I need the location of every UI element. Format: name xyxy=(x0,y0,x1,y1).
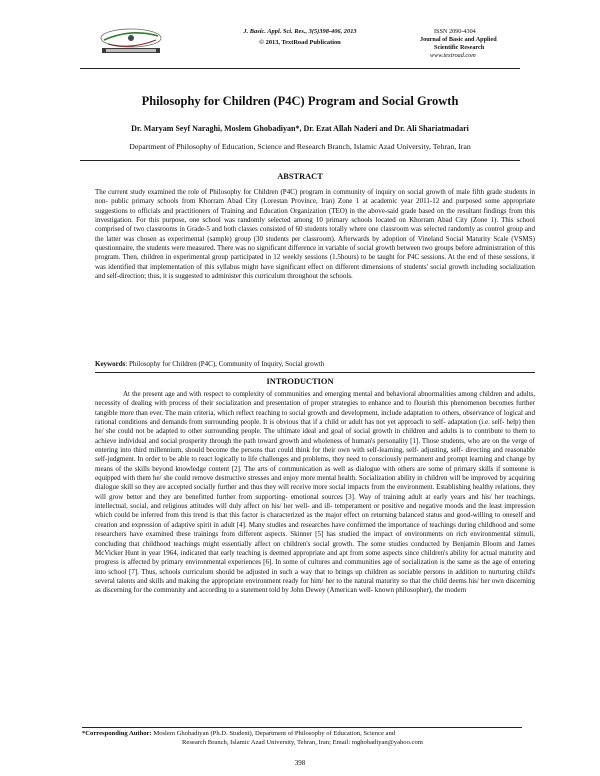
keywords-text: : Philosophy for Children (P4C), Community of Inquiry, Social growth xyxy=(125,360,325,368)
keywords-label: Keywords xyxy=(95,360,126,368)
journal-header-center xyxy=(205,26,395,48)
corresponding-author-footnote xyxy=(82,730,542,748)
journal-name-line1: Journal of Basic and Applied xyxy=(420,36,497,43)
journal-header-right xyxy=(420,28,530,60)
footnote-line2: Research Branch, Islamic Azad University, Tehran, Iran; Email: mghobadiyan@yahoo.com xyxy=(182,738,423,746)
author-list: Dr. Maryam Seyf Naraghi, Moslem Ghobadiyan*, Dr. Ezat Allah Naderi and Dr. Ali Shariatmadari xyxy=(131,124,469,133)
journal-website: www.textroad.com xyxy=(430,52,476,59)
keywords xyxy=(95,360,535,368)
paper-title: Philosophy for Children (P4C) Program and Social Growth xyxy=(141,94,459,108)
footnote-label: *Corresponding Author: xyxy=(82,730,152,737)
abstract-heading: ABSTRACT xyxy=(277,172,323,181)
introduction-paragraph: At the present age and with respect to complexity of communities and emerging mental and behavioral abnormalities among children and adults, necessity of dealing with process of their socialization and presentation of proper strategies to enhance and to flourish this phenomenon becomes further tangible more than ever. The main criteria, which reflect reaching to social growth and development, include adaptation to others, observance of logical and rational conditions and demands from surrounding people. It is obvious that if a child or adult has not yet approach to self- adaptation (i.e. self- help) then he/ she could not be adapted to other surrounding people. The ultimate ideal and goal of social growth in children and adults is to contribute to them to achieve individual and social prosperity through the path toward growth and wholeness of human's personality [1]. Those students, who are on the verge of entering into third millennium, should become the persons that could think for their own with self-learning, self- adjusting, self- directing and reasonable self-judgment. In order to be able to react logically to life challenges and problems, they need to consciously permanent and prompt learning and change by means of the skills beyond knowledge content [2]. The arts of communication as well as dialogue with others are some of primary skills if someone is equipped with them he/ she could remove destructive stresses and enjoy more mental health. Socialization ability in children will be improved by acquiring dialogue skill so they are accepted socially further and thus they will receive more social impacts from the environment. Establishing healthy relations, they will grow better and they are benefitted further from supporting- emotional sources [3]. Way of training adult at early years and his/ her teachings, intellectual, social, and religious attitudes will duly affect on his/ her well- and ill- temperament or positive and negative moods and the least impression which could be inferred from this trend is that this factor is characterized as the major effect on returning balanced status and good-willing to oneself and creation and expression of adaptive spirit in adult [4]. Many studies and researches have confirmed the importance of teachings during childhood and some researchers have examined these trainings from different aspects. Skinner [5] has studied the impact of environments on rich environmental stimuli, concluding that childhood teachings might essentially affect on children's social growth. The some studies conducted by Benjamin Bloom and James McVicker Hunt in year 1964, indicated that early teaching is deemed appropriate and apt from some aspects since children's ability for actual maturity and progress is affected by primary environmental experiences [6]. In some of cultures and communities age of socialization is the same as the age of entering into school [7]. Thus, schools curriculum should be adjusted in such a way that to brings up children as sociable persons in addition to nurturing child's several talents and skills and making the appropriate environment ready for him/ her to the natural maturity so that the child deems his/ her own discerning as discerning for the community and according to a statement told by John Dewey (American well- known philosopher), the modern xyxy=(95,390,535,595)
introduction-heading: INTRODUCTION xyxy=(266,377,334,386)
journal-name-line2: Scientific Research xyxy=(434,44,485,51)
introduction-body xyxy=(95,390,535,596)
issn: ISSN 2090-4304 xyxy=(434,28,476,35)
abstract-body: The current study examined the role of Philosophy for Children (P4C) program in community of inquiry on social growth of male fifth grade students in non- public primary schools from Khorram Abad City (Lorestan Province, Iran) Zone 1 at academic year 2011-12 and purposed some appropriate suggestions to officials and practitioners of Training and Education Organization (TEO) in the above-said grade based on the resultant findings from this investigation. For this purpose, one school was randomly selected among 10 primary schools located on Khorram Abad City (Zone 1). This school comprised of two classrooms in Grade-5 and both classes consisted of 60 students totally where one classroom was selected randomly as control group and the latter was chosen as experimental (sample) group (30 students per classroom). Afterwards by adoption of Vineland Social Maturity Scale (VSMS) questionnaire, the students were measured. There was no significant difference in variable of social growth between two groups before administration of this program. Then, children in experimental group participated in 12 weekly sessions (1.5hours) to be taught for P4C sessions. At the end of these sessions, it was identified that implementation of this syllabus might have significant effect on different dimensions of students' social growth including socialization and self-direction; thus, it is suggested to administer this curriculum throughout the schools. xyxy=(95,188,535,281)
copyright-notice: © 2013, TextRoad Publication xyxy=(259,39,341,46)
journal-citation: J. Basic. Appl. Sci. Res., 3(5)398-406, 2013 xyxy=(243,28,357,35)
keywords-divider xyxy=(95,372,535,373)
affiliation: Department of Philosophy of Education, Science and Research Branch, Islamic Azad University, Tehran, Iran xyxy=(129,142,471,151)
footnote-divider xyxy=(82,727,522,728)
textroad-logo-icon xyxy=(98,26,164,56)
affiliation-divider xyxy=(80,160,520,161)
page-number: 398 xyxy=(294,759,306,767)
header-divider xyxy=(80,68,520,69)
footnote-line1: Moslem Ghobadiyan (Ph.D. Student), Department of Philosophy of Education, Science and xyxy=(153,730,396,737)
